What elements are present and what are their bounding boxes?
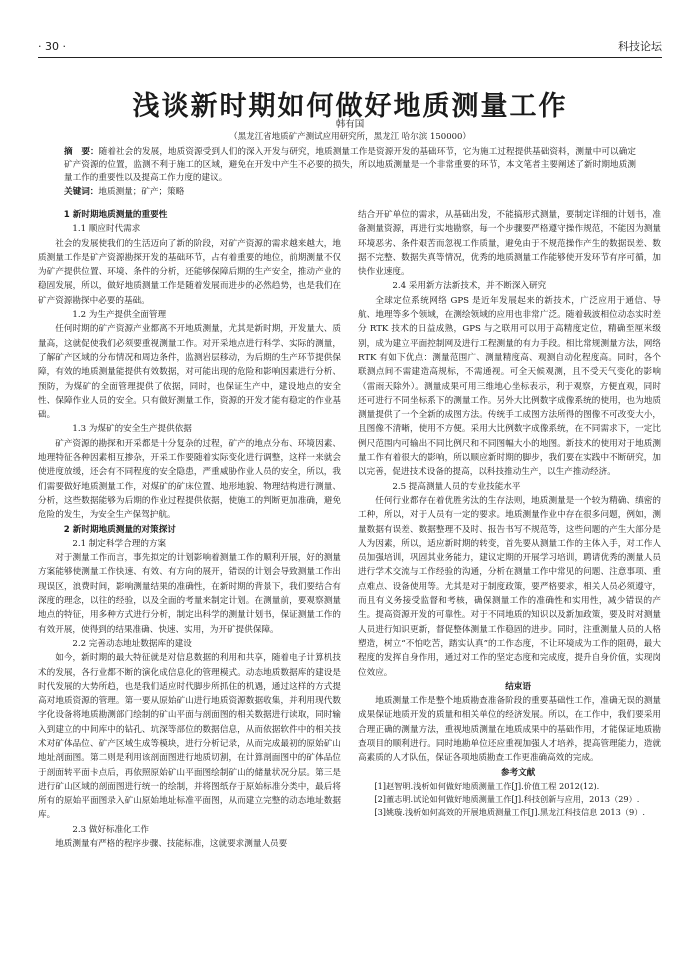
section-heading: 1 新时期地质测量的重要性	[63, 210, 168, 220]
running-header	[38, 36, 662, 56]
subsection-heading: 2.1 制定科学合理的方案	[72, 538, 167, 549]
body-paragraph: 任何行业都存在着优胜劣汰的生存法则，地质测量是一个较为精确、缜密的工种，所以，对于人员有一定的要求。地质测量作业中存在很多问题，例如，测量数据有误差、数据整理不及时、报告书写不规范等，这些问题的产生大部分是人为因素，所以，适应新时期的转变，首先要从测量工作的主体入手，对工作人员加强培训，巩固其业务能力，建议定期的开展学习培训，聘请优秀的测量人员进行学术交流与工作经验的沟通，分析在测量工作中常见的问题、注意事项、重点难点、设备使用等。尤其是对于制度政策，要严格要求，相关人员必须遵守，而且有义务接受监督和考核，确保测量工作的准确性和实用性，减少错误的产生。提高资源开发的可靠性。对于不同地质的知识以及新加政策，要及时对测量人员进行知识更新，督促整体测量工作稳固的进步。同时，注重测量人员的人格塑造，树立“不怕吃苦，踏实认真”的工作态度，不让环境成为工作的阻碍，最大程度的发挥自身作用，通过对工作的坚定态度和完成度，提升自身价值，实现岗位效应。	[358, 495, 661, 678]
reference-item: [3]姚璇.浅析如何高效的开展地质测量工作[J].黑龙江科技信息 2013（9）.	[374, 806, 645, 817]
author-affiliation: （黑龙江省地质矿产测试应用研究所，黑龙江 哈尔滨 150000）	[229, 132, 471, 142]
section-heading: 2 新时期地质测量的对策探讨	[63, 524, 176, 535]
reference-item: [1]赵智明.浅析如何做好地质测量工作[J].价值工程 2012(12).	[374, 780, 600, 791]
article-author: 韩有国	[335, 119, 365, 130]
body-paragraph: 任何时期的矿产资源产业都离不开地质测量，尤其是新时期，开发量大、质量高，这就促使我们必须要重视测量工作。对开采地点进行科学、实际的测量，了解矿产区域的分布情况和周边条件，监测岩层移动，为后期的生产环节提供保障，有效的地质测量能提供有效数据，对可能出现的危险和影响因素进行分析、预防，为煤矿的全面管理提供了依据，同时，也保证生产中，建设地点的安全性、保障作业人员的安全。只有做好测量工作，资源的开发才能有稳定的作业基础。	[38, 324, 341, 421]
subsection-heading: 1.3 为煤矿的安全生产提供依据	[72, 424, 192, 435]
body-paragraph: 对于测量工作而言，事先拟定的计划影响着测量工作的顺利开展，好的测量方案能够使测量工作快速、有效、有方向的展开，错误的计划会导致测量工作出现误区，浪费时间，影响测量结果的准确性，在新时期的背景下，我们要结合有深度的理念，以往的经验，以及全面的考量来制定计划。在测量前，要观察测量地点的特征，用多种方式进行分析，制定出科学的测量计划书，保证测量工作的有效开展，使得到的结果准确、快速、实用，为开矿提供保障。	[38, 553, 341, 635]
section-title: 结束语	[505, 681, 531, 692]
keywords-label: 关键词：	[64, 186, 99, 197]
journal-section: 科技论坛	[618, 40, 662, 53]
reference-item: [2]董志明.试论如何做好地质测量工作[J].科技创新与应用，2013（29）.	[374, 793, 640, 804]
abstract-label: 摘 要：	[64, 147, 99, 157]
body-paragraph: 社会的发展使我们的生活迈向了新的阶段，对矿产资源的需求越来越大，地质测量工作是矿产资源勘探开发的基础环节，占有着重要的地位，前期测量不仅为矿产提供位置、环境、条件的分析，还能够保障后期的生产安全，推动产业的稳固发展，所以，做好地质测量工作是随着发展而进步的必然趋势，也是我们在矿产资源勘探中必要的基础。	[38, 238, 341, 306]
keywords-line	[64, 186, 636, 199]
right-column	[358, 208, 661, 819]
subsection-heading: 2.4 采用新方法新技术，并不断深入研究	[392, 281, 547, 292]
body-paragraph: 全球定位系统网络 GPS 是近年发展起来的新技术，广泛应用于通信、导航、地理等多个领域，在测绘领域的应用也非常广泛。随着载波相位动态实时差分 RTK 技术的日益成熟，GPS 与之联用可以用于高精度定位，精确至厘米级别，成为建立平面控制网及进行工程测量的有力手段。相比常规测量方法，网络 RTK 有如下优点：测量范围广、测量精度高、观测自动化程度高。同时，各个联测点间不需建造高规标，不需通视。可全天候观测，且不受天气变化的影响（雷雨天除外）。测量成果可用三维地心坐标表示，利于观察，方便直观，同时还可进行不同坐标系下的测量工作。另外大比例数字成像系统的使用，也为地质测量提供了一个全新的成图方法。传统手工成图方法所得的图像不可改变大小，且图像不清晰，使用不方便。采用大比例数字成像系统，在不同需求下，一定比例尺范围内可输出不同比例尺和不同图幅大小的地图。新技术的使用对于地质测量工作有着很大的影响，所以顺应新时期的脚步，我们要在实践中不断研究，加以完善，促进技术设备的提高，以科技推动生产，以生产推动经济。	[358, 295, 661, 478]
section-title: 参考文献	[500, 767, 536, 778]
subsection-heading: 1.1 顺应时代需求	[72, 224, 141, 235]
header-rule	[38, 57, 662, 58]
page-number: · 30 ·	[38, 39, 66, 53]
subsection-heading: 1.2 为生产提供全面管理	[72, 310, 167, 321]
abstract-text: 随着社会的发展，地质资源受到人们的深入开发与研究，地质测量工作是资源开发的基础环节，它为施工过程提供基础资料，测量中可以确定矿产资源的位置，监测不利于施工的区域，避免在开发中产生不必要的损失，所以地质测量是一个非常重要的环节，本文笔者主要阐述了新时期地质测量工作的重要性以及提高工作力度的建议。	[64, 147, 636, 184]
body-paragraph: 结合开矿单位的需求，从基础出发，不能搞形式测量，要制定详细的计划书，准备测量资源，再进行实地勘察，每一个步骤要严格遵守操作规范，不能因为测量环境恶劣、条件艰苦而忽视工作质量，避免由于不规范操作产生的数据误差、数据不完整、数据失真等情况，优秀的地质测量工作能够使开发环节有序可循，加快作业速度。	[358, 210, 661, 278]
body-paragraph: 地质测量工作是整个地质勘查准备阶段的重要基础性工作，准确无误的测量成果保证地质开发的质量和相关单位的经济发展。所以，在工作中，我们要采用合理正确的测量方法，重视地质测量在地质成果中的基础作用，才能保证地质勘查项目的顺利进行。同时地勘单位还应重视加强人才培养，提高管理能力，造就高素质的人才队伍，保证各项地质勘查工作更准确高效的完成。	[358, 696, 661, 764]
body-paragraph: 地质测量有严格的程序步骤、技能标准，这就要求测量人员要	[55, 839, 288, 850]
left-column	[38, 208, 341, 851]
subsection-heading: 2.5 提高测量人员的专业技能水平	[392, 481, 521, 492]
article-title: 浅谈新时期如何做好地质测量工作	[132, 91, 568, 122]
subsection-heading: 2.3 做好标准化工作	[72, 824, 149, 835]
keywords-text: 地质测量；矿产；策略	[98, 186, 185, 197]
abstract-block	[64, 146, 636, 199]
subsection-heading: 2.2 完善动态地址数据库的建设	[72, 638, 192, 649]
body-paragraph: 如今，新时期的最大特征就是对信息数据的利用和共享，随着电子计算机技术的发展，各行业都不断的演化成信息化的管理模式。动态地质数据库的建设是时代发展的大势所趋，也是我们适应时代脚步所抓住的机遇，通过这样的方式提高对地质资源的管理。第一要从原始矿山进行地质资源数据收集，并利用现代数字化设备将地质勘测部门绘制的矿山平面与剖面图的相关数据进行读取，同时输入到建立的中间库中的钻孔、坑深等部位的数据信息，从而依据软件中的相关技术对矿体品位、矿产区域生成等模块，进行分析记录，从而完成最初的原始矿山地址剖面图。第二则是利用该剖面图进行地质切割，在计算剖面图中的矿体品位于剖面转平面卡点后，再依照原始矿山平面图绘制矿山的储量状况分层。第三是进行矿山区域的剖面图进行统一的绘制，并将图纸存于原始标准分类中，最后将所有的原始平面图录入矿山原始地址标准平面图，从而建立完整的动态地址数据库。	[38, 653, 341, 821]
body-paragraph: 矿产资源的勘探和开采都是十分复杂的过程，矿产的地点分布、环境因素、地理特征各种因素相互掺杂，开采工作要随着实际变化进行调整，这样一来就会使进度放缓，还会有不同程度的安全隐患，严重威胁作业人员的安全，所以，我们需要做好地质测量工作，对煤矿的矿床位置、地形地貌、物理结构进行测量、分析，这些数据能够为后期的作业过程提供依据，使施工的判断更加准确，避免危险的发生，为安全生产保驾护航。	[38, 438, 341, 521]
